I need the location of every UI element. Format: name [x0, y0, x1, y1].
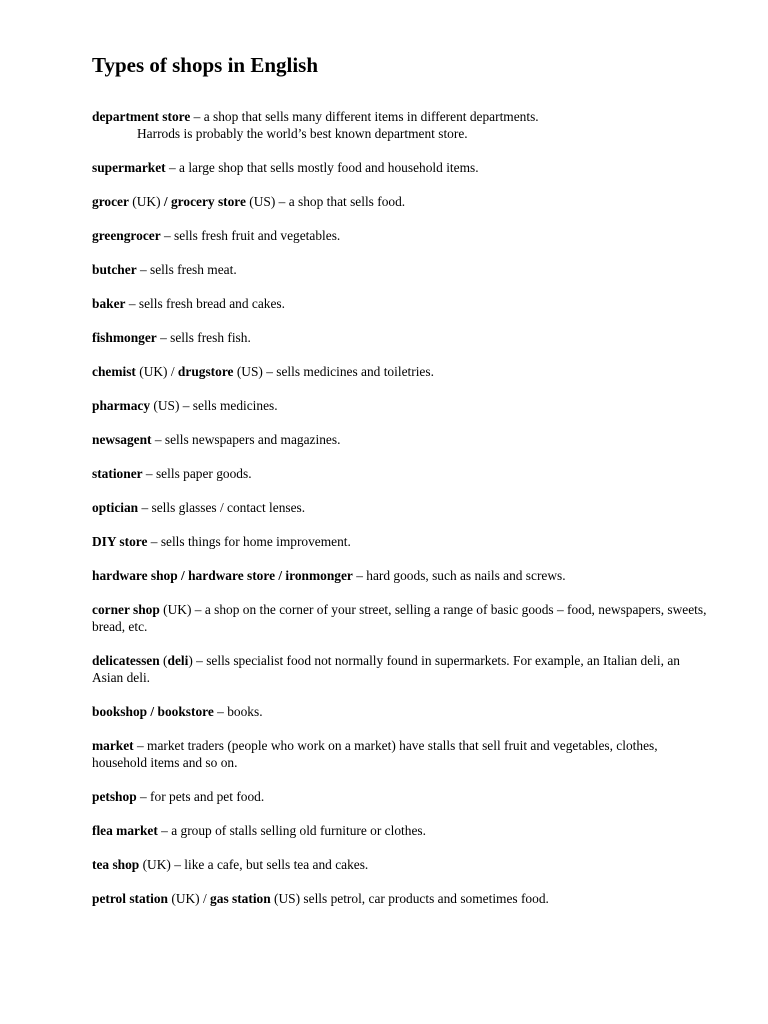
term: petshop	[92, 789, 137, 804]
term: / grocery store	[163, 194, 246, 209]
term: DIY store	[92, 534, 148, 549]
definition-text: – sells things for home improvement.	[147, 534, 351, 549]
term: baker	[92, 296, 126, 311]
definition-text: ) – sells specialist food not normally found in supermarkets. For example, an Italian deli, an Asian deli.	[92, 653, 680, 685]
list-item	[92, 856, 712, 873]
list-item	[92, 533, 712, 550]
list-item	[92, 397, 712, 414]
term: optician	[92, 500, 139, 515]
example-sentence: Harrods is probably the world’s best known department store.	[137, 126, 468, 141]
term: pharmacy	[92, 398, 151, 413]
term: fishmonger	[92, 330, 157, 345]
list-item	[92, 227, 712, 244]
definition-text: – for pets and pet food.	[136, 789, 265, 804]
definition-text: – a large shop that sells mostly food and household items.	[165, 160, 479, 175]
term: gas station	[210, 891, 271, 906]
definition-text: – a shop that sells many different items in different departments.	[190, 109, 539, 124]
list-item	[92, 737, 712, 771]
term: newsagent	[92, 432, 152, 447]
term: drugstore	[177, 364, 234, 379]
page-title: Types of shops in English	[92, 53, 319, 77]
list-item	[92, 703, 712, 720]
definition-text: – sells fresh fish.	[156, 330, 251, 345]
list-item	[92, 431, 712, 448]
list-item	[92, 193, 712, 210]
definition-text: (US) sells petrol, car products and sometimes food.	[270, 891, 549, 906]
term: petrol station	[92, 891, 169, 906]
definition-text: – sells newspapers and magazines.	[151, 432, 341, 447]
term: tea shop	[92, 857, 140, 872]
definition-text: – sells fresh meat.	[136, 262, 237, 277]
term: delicatessen	[92, 653, 160, 668]
definition-text: – hard goods, such as nails and screws.	[352, 568, 566, 583]
definition-text: (	[159, 653, 168, 668]
term: stationer	[92, 466, 143, 481]
definition-text: (UK) /	[135, 364, 178, 379]
entry-list	[92, 108, 712, 907]
definition-text: – sells paper goods.	[142, 466, 252, 481]
list-item	[92, 159, 712, 176]
list-item	[92, 108, 712, 142]
definition-text: (UK) /	[168, 891, 211, 906]
document-page	[92, 52, 712, 924]
term: department store	[92, 109, 191, 124]
definition-text: – sells glasses / contact lenses.	[138, 500, 306, 515]
list-item	[92, 652, 712, 686]
list-item	[92, 567, 712, 584]
definition-text: (UK) – a shop on the corner of your street, selling a range of basic goods – food, newspapers, sweets, bread, etc.	[92, 602, 707, 634]
list-item	[92, 465, 712, 482]
definition-text: (UK) – like a cafe, but sells tea and cakes.	[139, 857, 369, 872]
list-item	[92, 261, 712, 278]
definition-text: – sells fresh bread and cakes.	[125, 296, 285, 311]
term: chemist	[92, 364, 136, 379]
list-item	[92, 890, 712, 907]
term: bookshop / bookstore	[92, 704, 214, 719]
term: corner shop	[92, 602, 160, 617]
term: greengrocer	[92, 228, 161, 243]
definition-text: (US) – sells medicines and toiletries.	[233, 364, 434, 379]
definition-text: – books.	[213, 704, 263, 719]
list-item	[92, 601, 712, 635]
definition-text: – a group of stalls selling old furniture or clothes.	[157, 823, 426, 838]
definition-text: (US) – a shop that sells food.	[245, 194, 406, 209]
definition-text: (US) – sells medicines.	[150, 398, 278, 413]
list-item	[92, 295, 712, 312]
list-item	[92, 822, 712, 839]
list-item	[92, 788, 712, 805]
term: supermarket	[92, 160, 166, 175]
definition-text: (UK)	[128, 194, 164, 209]
list-item	[92, 499, 712, 516]
term: flea market	[92, 823, 158, 838]
list-item	[92, 329, 712, 346]
term: market	[92, 738, 134, 753]
term: hardware shop / hardware store / ironmonger	[92, 568, 353, 583]
term: deli	[167, 653, 189, 668]
list-item	[92, 363, 712, 380]
term: grocer	[92, 194, 129, 209]
term: butcher	[92, 262, 137, 277]
definition-text: – sells fresh fruit and vegetables.	[160, 228, 341, 243]
definition-text: – market traders (people who work on a market) have stalls that sell fruit and vegetables, clothes, household items and so on.	[92, 738, 658, 770]
